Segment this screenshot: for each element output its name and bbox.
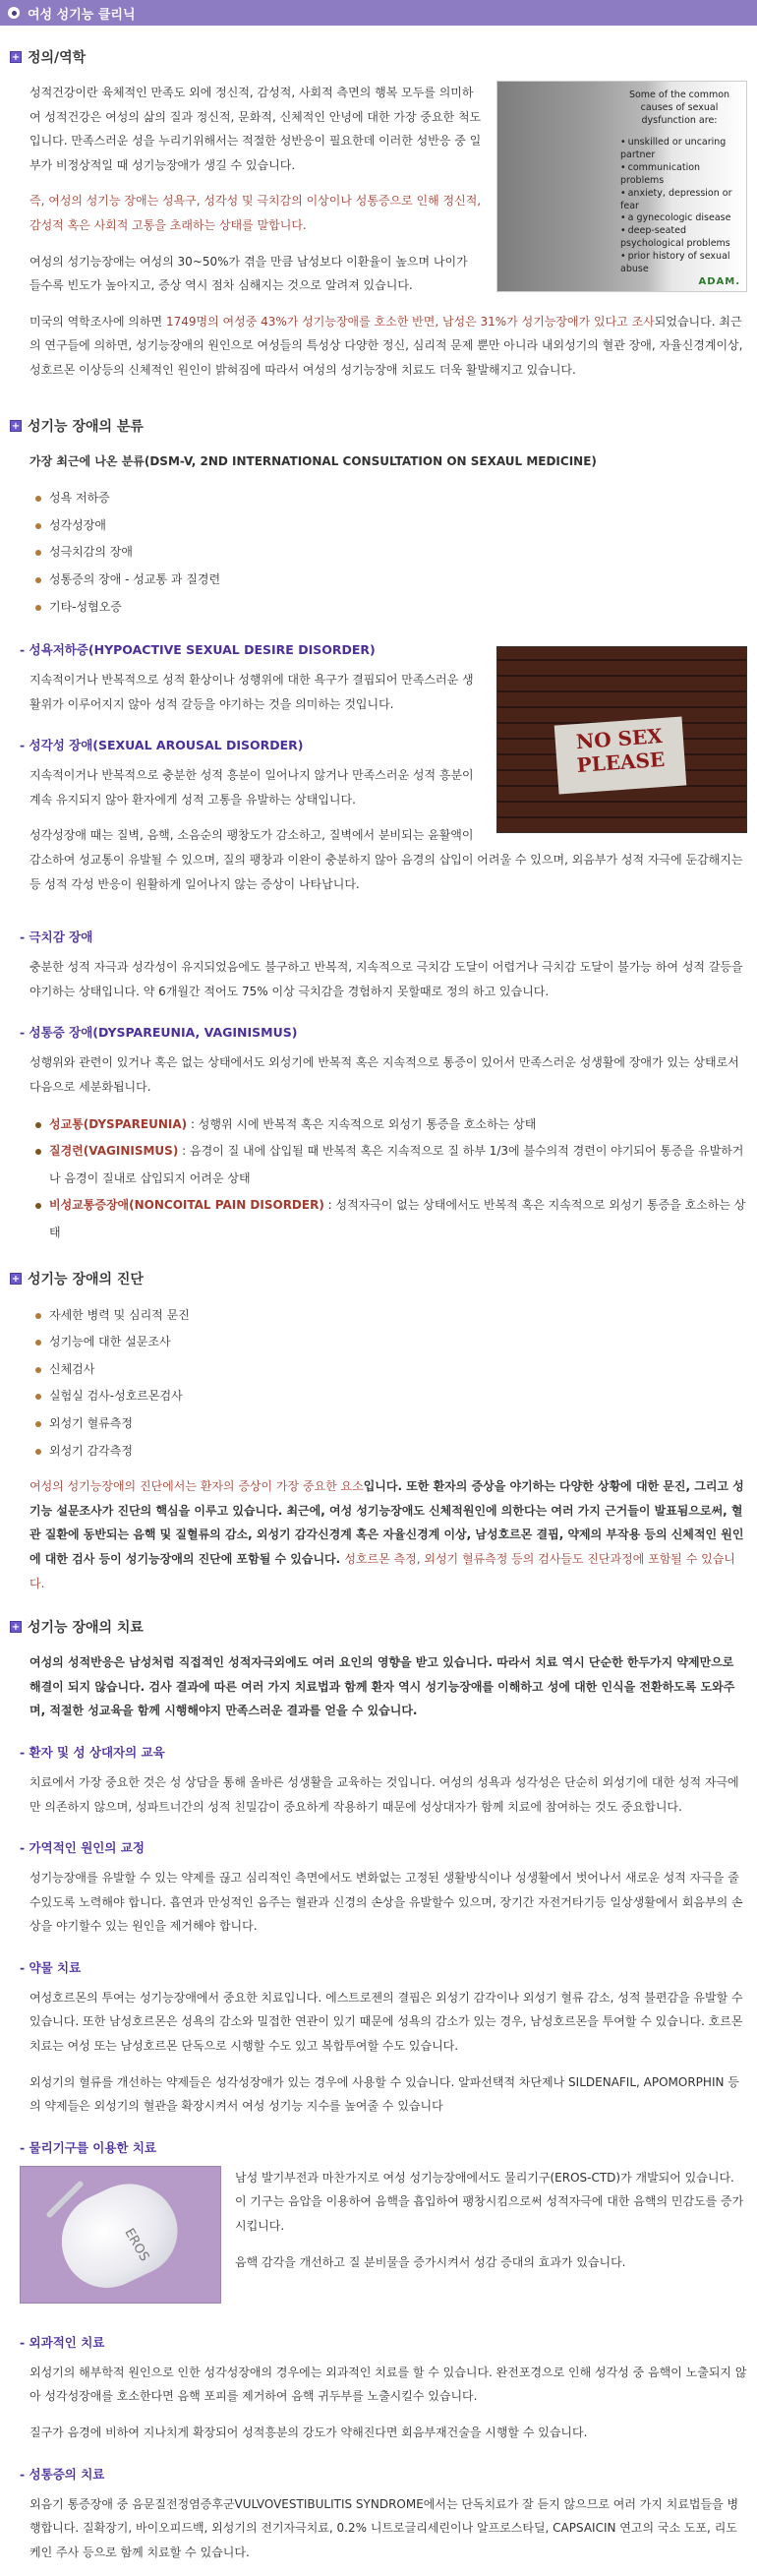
list-item: 신체검사 [35,1356,747,1384]
hsdd-text: 지속적이거나 반복적으로 성적 환상이나 성행위에 대한 욕구가 결핍되어 만족스러운 생활위가 이루어지지 않아 성적 갈등을 야기하는 것을 의미하는 것입니다. [29,673,474,711]
prevalence-paragraph: 여성의 성기능장애는 여성의 30~50%가 겪을 만큼 남성보다 이환율이 높으며 나이가 들수록 빈도가 높아지고, 증상 역시 점차 심해지는 것으로 알려져 있습니다. [29,254,468,293]
list-item: 질경련(VAGINISMUS) : 음경이 질 내에 삽입될 때 반복적 혹은 지속적으로 질 하부 1/3에 불수의적 경련이 야기되어 통증을 유발하거나 음경이 질내로 삽입되지 어려운 상태 [35,1138,747,1192]
arousal-title: - 성각성 장애(SEXUAL AROUSAL DISORDER) [20,738,304,753]
list-item: 비성교통증장애(NONCOITAL PAIN DISORDER) : 성적자극이 없는 상태에서도 반복적 혹은 지속적으로 외성기 통증을 호소하는 상태 [35,1192,747,1246]
list-item: 외성기 감각측정 [35,1438,747,1466]
device-text-2: 음핵 감각을 개선하고 질 분비물을 증가시켜서 성감 증대의 효과가 있습니다. [235,2254,626,2269]
list-item: 자세한 병력 및 심리적 문진 [35,1302,747,1330]
plus-icon: + [11,1622,21,1634]
list-item: 성극치감의 장애 [35,539,747,567]
list-item: 성욕 저하증 [35,485,747,512]
plus-icon: + [11,52,21,63]
definition-paragraph: 성적건강이란 육체적인 만족도 외에 정신적, 감성적, 사회적 측면의 행복 모두를 의미하여 성적건강은 여성의 삶의 질과 정신적, 문화적, 신체적인 안녕에 대한 가장 중요한 척도입니다. 만족스러운 성을 누리기위해서는 적절한 성반응이 필요한데 이러한 성반응 중 일부가 비정상적일 때 성기능장애가 생길 수 있습니다. [29,86,482,172]
list-item: 성교통(DYSPAREUNIA) : 성행위 시에 반복적 혹은 지속적으로 외성기 통증을 호소하는 상태 [35,1111,747,1139]
treatment-intro: 여성의 성적반응은 남성처럼 직접적인 성적자극외에도 여러 요인의 영향을 받고 있습니다. 따라서 치료 역시 단순한 한두가지 약제만으로 해결이 되지 않습니다. 검사 결과에 따른 여러 가지 치료법과 함께 환자 역시 성기능장애를 이해하고 성에 대한 인식을 전환하도록 도와주며, 적절한 성교육을 함께 시행해야지 만족스러운 결과를 얻을 수 있습니다. [29,1655,735,1718]
list-item: 기타-성혐오증 [35,594,747,622]
arousal-text-1: 지속적이거나 반복적으로 충분한 성적 흥분이 일어나지 않거나 만족스러운 성적 흥분이 계속 유지되지 않아 환자에게 성적 고통을 유발하는 상태입니다. [29,768,474,807]
drug-text-1: 여성호르몬의 투여는 성기능장애에서 중요한 치료입니다. 에스트로젠의 결핍은 외성기 감각이나 외성기 혈류 감소, 성적 불편감을 유발할 수 있습니다. 또한 남성호르몬은 성욕의 감소와 밀접한 연관이 있기 때문에 성욕의 감소가 있는 경우, 남성호르몬을 투여할 수 있습니다. 호르몬 치료는 여성 또는 남성호르몬 단독으로 시행할 수도 있고 복합투여할 수도 있습니다. [29,1990,743,2054]
list-item: 실험실 검사-성호르몬검사 [35,1383,747,1410]
treatment-heading: + 성기능 장애의 치료 [11,1620,144,1637]
plus-icon: + [11,420,21,432]
pain-treatment-text: 외음기 통증장애 중 음문질전정염증후군VULVOVESTIBULITIS SYNDROME에서는 단독치료가 잘 듣지 않으므로 여러 가지 치료법들을 병행합니다. 질확장기, 바이오피드백, 외성기의 전기자극치료, 0.2% 니트로글리세린이나 알프로스타딜, CAPSAICIN 연고의 국소 도포, 리도케인 주사 등으로 함께 치료할 수 있습니다. [29,2496,739,2559]
list-item: 성각성장애 [35,512,747,540]
treatment-section [0,1617,757,2564]
page-header [0,0,757,26]
image-caption: Some of the common causes of sexual dysfunction are: • unskilled or uncaring partner • communication problems • anxiety, depression or fear • a gynecologic disease • deep-seated psychological problems • prior history of sexual abuse [620,90,738,275]
classification-intro: 가장 최근에 나온 분류(DSM-V, 2ND INTERNATIONAL CONSULTATION ON SEXAUL MEDICINE) [29,453,597,468]
list-item: 성통증의 장애 - 성교통 과 질경련 [35,567,747,594]
list-item: 성기능에 대한 설문조사 [35,1329,747,1356]
diagnosis-paragraph: 여성의 성기능장애의 진단에서는 환자의 증상이 가장 중요한 요소입니다. 또한 환자의 증상을 야기하는 다양한 상황에 대한 문진, 그리고 성기능 설문조사가 진단의 핵심을 이루고 있습니다. 최근에, 여성 성기능장애도 신체적원인에 의한다는 여러 가지 근거들이 발표됨으로써, 혈관 질환에 동반되는 음핵 및 질혈류의 감소, 외성기 감각신경계 혹은 자율신경계 이상, 남성호르몬 결핍, 약제의 부작용 등의 신체적인 원인에 대한 검사 등이 성기능장애의 진단에 포함될 수 있습니다. 성호르몬 측정, 외성기 혈류측정 등의 검사들도 진단과정에 포함될 수 있습니다. [29,1479,744,1590]
no-sex-please-image [496,646,747,833]
sexual-dysfunction-causes-image [496,81,747,292]
definition-highlight: 즉, 여성의 성기능 장애는 성욕구, 성각성 및 극치감의 이상이나 성통증으로 인해 정신적, 감성적 혹은 사회적 고통을 초래하는 상태를 말합니다. [29,194,482,232]
causes-list: • unskilled or uncaring partner • communication problems • anxiety, depression or fear • a gynecologic disease • deep-seated psychological problems • prior history of sexual abuse [620,137,738,275]
definition-section [0,47,757,394]
epidemiology-paragraph: 미국의 역학조사에 의하면 1749명의 여성중 43%가 성기능장애를 호소한 반면, 남성은 31%가 성기능장애가 있다고 조사되었습니다. 최근의 연구들에 의하면, 성기능장애의 원인으로 여성들의 특성상 다양한 정신, 심리적 문제 뿐만 아니라 내외성기의 혈관 장애, 자율신경계이상, 성호르몬 이상등의 신체적인 원인이 밝혀짐에 따라서 여성의 성기능장애 치료도 더욱 활발해지고 있습니다. [29,314,743,377]
diagnosis-list [10,1302,747,1466]
header-bullet-icon [8,7,20,19]
definition-heading: + 정의/역학 [11,50,87,66]
device-title: - 물리기구를 이용한 치료 [20,2139,156,2155]
reversible-title: - 가역적인 원인의 교정 [20,1840,145,1856]
pain-title: - 성통증 장애(DYSPAREUNIA, VAGINISMUS) [20,1025,298,1041]
device-text-1: 남성 발기부전과 마찬가지로 여성 성기능장애에서도 물리기구(EROS-CTD)가 개발되어 있습니다. 이 기구는 음압을 이용하여 음핵을 흡입하여 팽창시킴으로써 성적자극에 대한 음핵의 민감도를 증가시킵니다. [235,2170,744,2234]
education-title: - 환자 및 성 상대자의 교육 [20,1744,165,1760]
surgery-text-2: 질구가 음경에 비하여 지나치게 확장되어 성적흥분의 강도가 약해진다면 회음부재건술을 시행할 수 있습니다. [29,2426,588,2440]
plus-icon: + [11,1273,21,1285]
diagnosis-section [0,1269,757,1596]
orgasm-text: 충분한 성적 자극과 성각성이 유지되었음에도 불구하고 반복적, 지속적으로 극치감 도달이 어렵거나 극치감 도달이 불가능 하여 성적 갈등을 야기하는 상태입니다. 약 6개월간 적어도 75% 이상 극치감을 경험하지 못할때로 정의 하고 있습니다. [29,960,743,998]
arousal-text-2: 성각성장애 때는 질벽, 음핵, 소음순의 팽창도가 감소하고, 질벽에서 분비되는 윤활액이 감소하여 성교통이 유발될 수 있으며, 질의 팽창과 이완이 충분하지 않아 음경의 삽입이 어려울 수 있으며, 외음부가 성적 자극에 둔감해지는 등 성적 각성 반응이 원활하게 일어나지 않는 증상이 나타납니다. [29,828,743,891]
sign-plate: NO SEX PLEASE [554,717,687,795]
drug-text-2: 외성기의 혈류를 개선하는 약제들은 성각성장애가 있는 경우에 사용할 수 있습니다. 알파선택적 차단제나 SILDENAFIL, APOMORPHIN 등의 약제들은 외성기의 혈관을 확장시켜서 여성 성기능 지수를 높여줄 수 있습니다 [29,2074,739,2114]
device-body [46,2168,193,2303]
reversible-text: 성기능장애를 유발할 수 있는 약제를 끊고 심리적인 측면에서도 변화없는 고정된 생활방식이나 성생활에서 벗어나서 새로운 성적 자극을 줄 수있도록 노력해야 합니다. 흡연과 만성적인 음주는 혈관과 신경의 손상을 유발할수 있으며, 장기간 자전거타기등 일상생활에서 회음부의 손상을 야기할수 있는 원인을 제거해야 합니다. [29,1871,743,1934]
orgasm-title: - 극치감 장애 [20,929,93,945]
eros-device-image [20,2166,221,2304]
surgery-title: - 외과적인 치료 [20,2334,105,2350]
classification-section [0,416,757,1247]
list-item: 외성기 혈류측정 [35,1410,747,1438]
pain-list [10,1111,747,1247]
pain-treatment-title: - 성통증의 치료 [20,2466,105,2482]
device-label: EROS [121,2226,152,2264]
adam-logo: ADAM. [698,276,740,287]
classification-list [10,485,747,621]
education-text: 치료에서 가장 중요한 것은 성 상담을 통해 올바른 성생활을 교육하는 것입니다. 여성의 성욕과 성각성은 단순히 외성기에 대한 성적 자극에만 의존하지 않으며, 성파트너간의 성적 친밀감이 중요하게 작용하기 때문에 성상대자가 함께 치료에 참여하는 것도 중요합니다. [29,1774,739,1814]
hsdd-title: - 성욕저하증(HYPOACTIVE SEXUAL DESIRE DISORDER) [20,642,376,658]
classification-heading: + 성기능 장애의 분류 [11,418,144,435]
pain-text: 성행위와 관련이 있거나 혹은 없는 상태에서도 외성기에 반복적 혹은 지속적으로 통증이 있어서 만족스러운 성생활에 장애가 있는 상태로서 다음으로 세분화됩니다. [29,1055,739,1095]
surgery-text-1: 외성기의 해부학적 원인으로 인한 성각성장애의 경우에는 외과적인 치료를 할 수 있습니다. 완전포경으로 인해 성각성 중 음핵이 노출되지 않아 성각성장애를 호소한다면 음핵 포피를 제거하여 음핵 귀두부를 노출시킬수 있습니다. [29,2365,747,2404]
drug-title: - 약물 치료 [20,1959,82,1975]
diagnosis-heading: + 성기능 장애의 진단 [11,1271,144,1288]
page-title: 여성 성기능 클리닉 [28,7,136,23]
